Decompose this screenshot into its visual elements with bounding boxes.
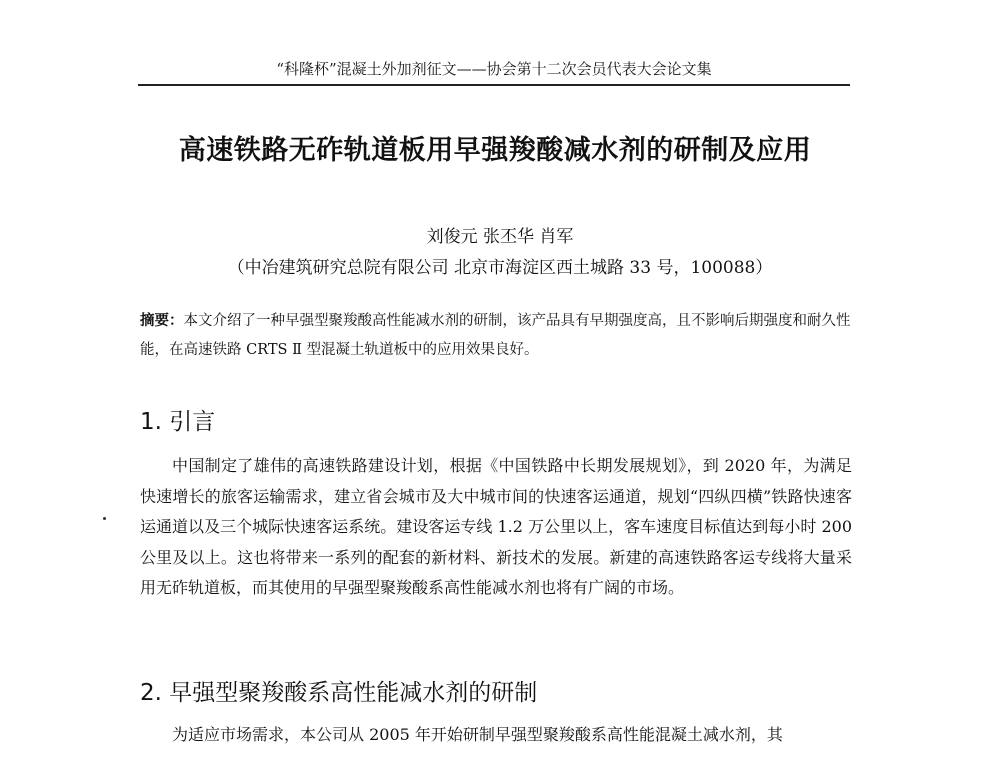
paper-title: 高速铁路无砟轨道板用早强羧酸减水剂的研制及应用 bbox=[178, 135, 812, 166]
abstract-label: 摘要： bbox=[140, 312, 184, 329]
scan-speck bbox=[103, 517, 106, 520]
affiliation: （中冶建筑研究总院有限公司 北京市海淀区西土城路 33 号，100088） bbox=[227, 258, 773, 278]
abstract bbox=[140, 306, 852, 365]
section-heading-1: 1. 引言 bbox=[140, 409, 216, 435]
section-heading-2: 2. 早强型聚羧酸系高性能减水剂的研制 bbox=[140, 680, 538, 706]
authors: 刘俊元 张丕华 肖军 bbox=[426, 227, 574, 247]
section-2-paragraph: 为适应市场需求，本公司从 2005 年开始研制早强型聚羧酸系高性能混凝土减水剂，其 bbox=[172, 725, 783, 744]
abstract-text: 本文介绍了一种早强型聚羧酸高性能减水剂的研制，该产品具有早期强度高，且不影响后期强度和耐久性能，在高速铁路 CRTS Ⅱ 型混凝土轨道板中的应用效果良好。 bbox=[140, 313, 851, 358]
header-rule bbox=[138, 84, 850, 86]
running-header: “科隆杯”混凝土外加剂征文——协会第十二次会员代表大会论文集 bbox=[276, 60, 712, 78]
section-1-paragraph: 中国制定了雄伟的高速铁路建设计划，根据《中国铁路中长期发展规划》，到 2020 年，为满足快速增长的旅客运输需求，建立省会城市及大中城市间的快速客运通道，规划“四纵四横”铁路快速客运通道以及三个城际快速客运系统。建设客运专线 1.2 万公里以上，客车速度目标值达到每小时 200 公里及以上。这也将带来一系列的配套的新材料、新技术的发展。新建的高速铁路客运专线将大量采用无砟轨道板，而其使用的早强型聚羧酸系高性能减水剂也将有广阔的市场。 bbox=[140, 456, 852, 597]
